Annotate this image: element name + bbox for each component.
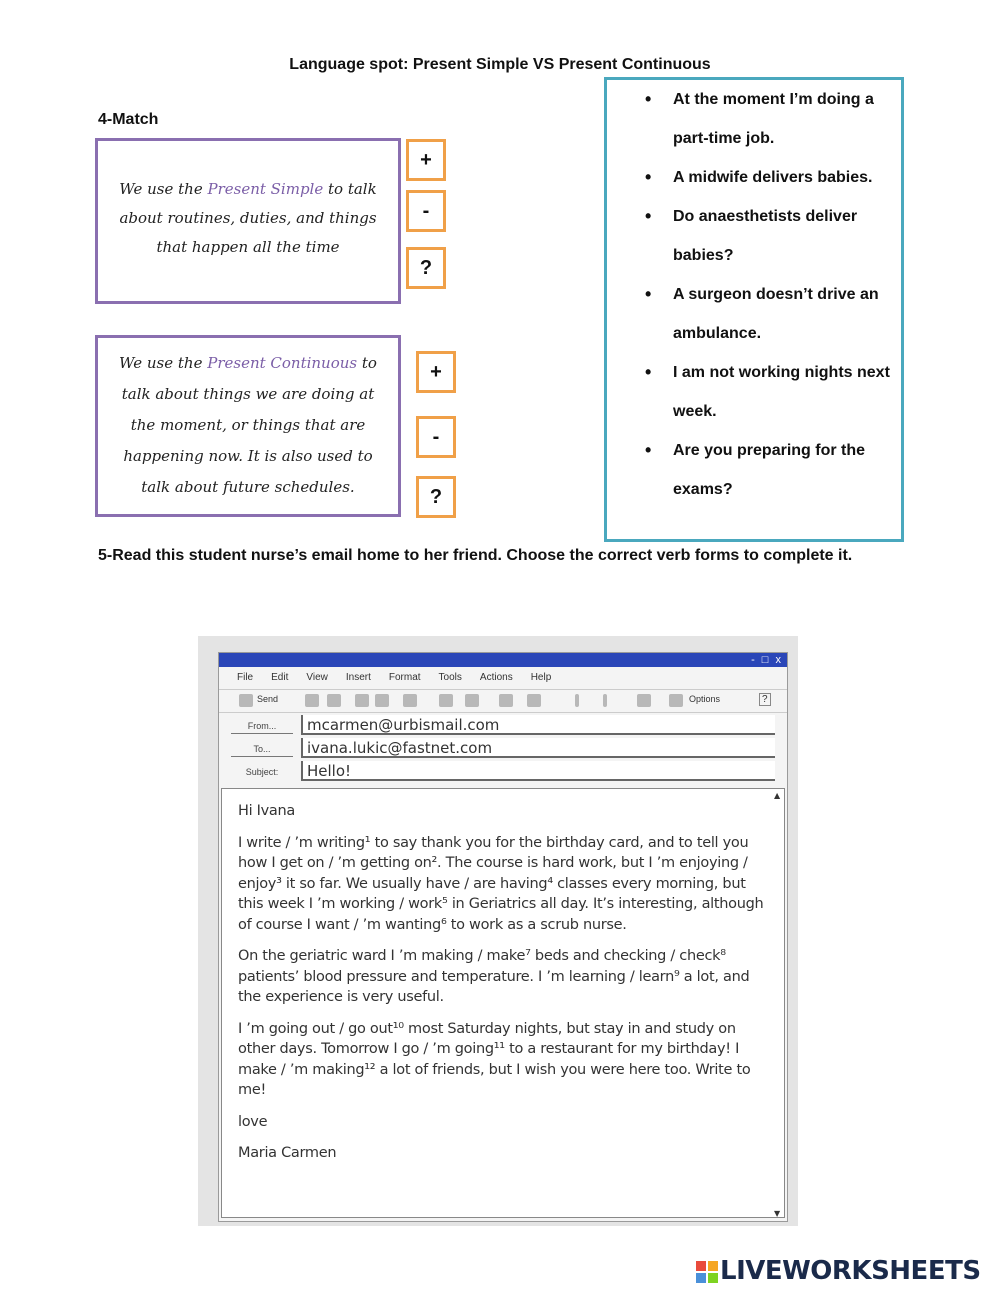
scroll-down-icon[interactable]: ▼ [774,1209,780,1218]
section-5-instruction: 5-Read this student nurse’s email home to her friend. Choose the correct verb forms to complete it. [98,547,853,564]
cut-icon [355,694,369,707]
email-paragraph-2: On the geriatric ward I ’m making / make⁷ beds and checking / check⁸ patients’ blood pressure and temperature. I ’m learning / learn⁹ a lot, and the experience is very useful. [238,948,750,1005]
simple-affirmative-drop-box[interactable]: + [406,139,446,181]
present-simple-rule-box [95,138,401,304]
scroll-up-icon[interactable]: ▲ [774,791,780,800]
print-icon [327,694,341,707]
priority-high-icon [575,694,579,707]
email-signature: Maria Carmen [238,1145,337,1161]
section-4-heading: 4-Match [98,111,159,128]
email-paragraph-1: I write / ’m writing¹ to say thank you for the birthday card, and to tell you how I get on / ’m getting on². The course is hard work, but I ’m enjoying / enjoy³ it so far. We usually have / are having⁴ classes every morning, but this week I ’m working / work⁵ in Geriatrics all day. It’s interesting, although of course I want / ’m wanting⁶ to work as a scrub nurse. [238,834,764,933]
simple-negative-drop-box[interactable]: - [406,190,446,232]
menu-item-help: Help [530,672,552,683]
window-controls: - □ x [751,654,783,666]
rule-text-after: to talk about routines, duties, and things that happen all the time [119,180,377,256]
menu-item-actions: Actions [479,672,513,683]
email-window [218,652,788,1222]
menu-item-file: File [237,672,254,683]
subject-field[interactable]: Hello! [301,761,775,781]
continuous-affirmative-drop-box[interactable]: + [416,351,456,393]
rule-text-before: We use the [119,180,208,198]
rule-text-before: We use the [119,354,208,372]
example-sentence[interactable]: • A surgeon doesn’t drive an ambulance. [607,275,901,353]
example-sentence[interactable]: • At the moment I’m doing a part-time job. [607,80,901,158]
email-paragraph-3: I ’m going out / go out¹⁰ most Saturday nights, but stay in and study on other days. Tomorrow I go / ’m going¹¹ to a restaurant for my birthday! I make / ’m making¹² a lot of friends, but I wish you were here too. Write to me! [238,1020,751,1098]
to-row [219,738,787,760]
subject-label: Subject: [245,767,279,777]
liveworksheets-logo [696,1256,981,1286]
logo-mark-icon [696,1261,718,1283]
options-icon [669,694,683,707]
simple-question-drop-box[interactable]: ? [406,247,446,289]
menu-bar [219,669,787,687]
from-row [219,715,787,737]
send-icon [239,694,253,707]
email-greeting: Hi Ivana [238,803,295,819]
example-sentence[interactable]: • I am not working nights next week. [607,353,901,431]
rule-highlight: Present Simple [207,180,324,198]
to-field[interactable]: ivana.lukic@fastnet.com [301,738,775,758]
email-closing: love [238,1113,268,1130]
to-button[interactable]: To... [231,742,293,757]
email-toolbar [219,689,787,713]
email-body-text [238,801,766,1164]
attach-icon [465,694,479,707]
save-icon [305,694,319,707]
options-label: Options [689,694,721,704]
menu-item-tools: Tools [438,672,462,683]
subject-row [219,761,787,783]
flag-icon [637,694,651,707]
email-body[interactable] [221,788,785,1218]
copy-icon [375,694,389,707]
address-book-icon [439,694,453,707]
logo-text: LIVEWORKSHEETS [720,1256,981,1286]
page-title: Language spot: Present Simple VS Present Continuous [289,56,711,73]
paste-icon [403,694,417,707]
from-field[interactable]: mcarmen@urbismail.com [301,715,775,735]
title-bar [219,653,787,667]
priority-low-icon [603,694,607,707]
menu-item-insert: Insert [345,672,371,683]
example-sentence[interactable]: • Do anaesthetists deliver babies? [607,197,901,275]
example-sentence[interactable]: • A midwife delivers babies. [607,158,901,197]
continuous-negative-drop-box[interactable]: - [416,416,456,458]
menu-item-format: Format [388,672,421,683]
example-sentence[interactable]: • Are you preparing for the exams? [607,431,901,509]
from-button[interactable]: From... [231,719,293,734]
book-icon [499,694,513,707]
menu-item-edit: Edit [271,672,289,683]
rule-highlight: Present Continuous [207,354,358,372]
present-continuous-rule-box [95,335,401,517]
continuous-question-drop-box[interactable]: ? [416,476,456,518]
menu-item-view: View [306,672,328,683]
help-icon: ? [759,693,771,706]
send-label: Send [257,694,279,704]
rule-text-after: to talk about things we are doing at the moment, or things that are happening now. It is also used to talk about future schedules. [121,354,377,496]
signature-icon [527,694,541,707]
example-sentences-box [604,77,904,542]
